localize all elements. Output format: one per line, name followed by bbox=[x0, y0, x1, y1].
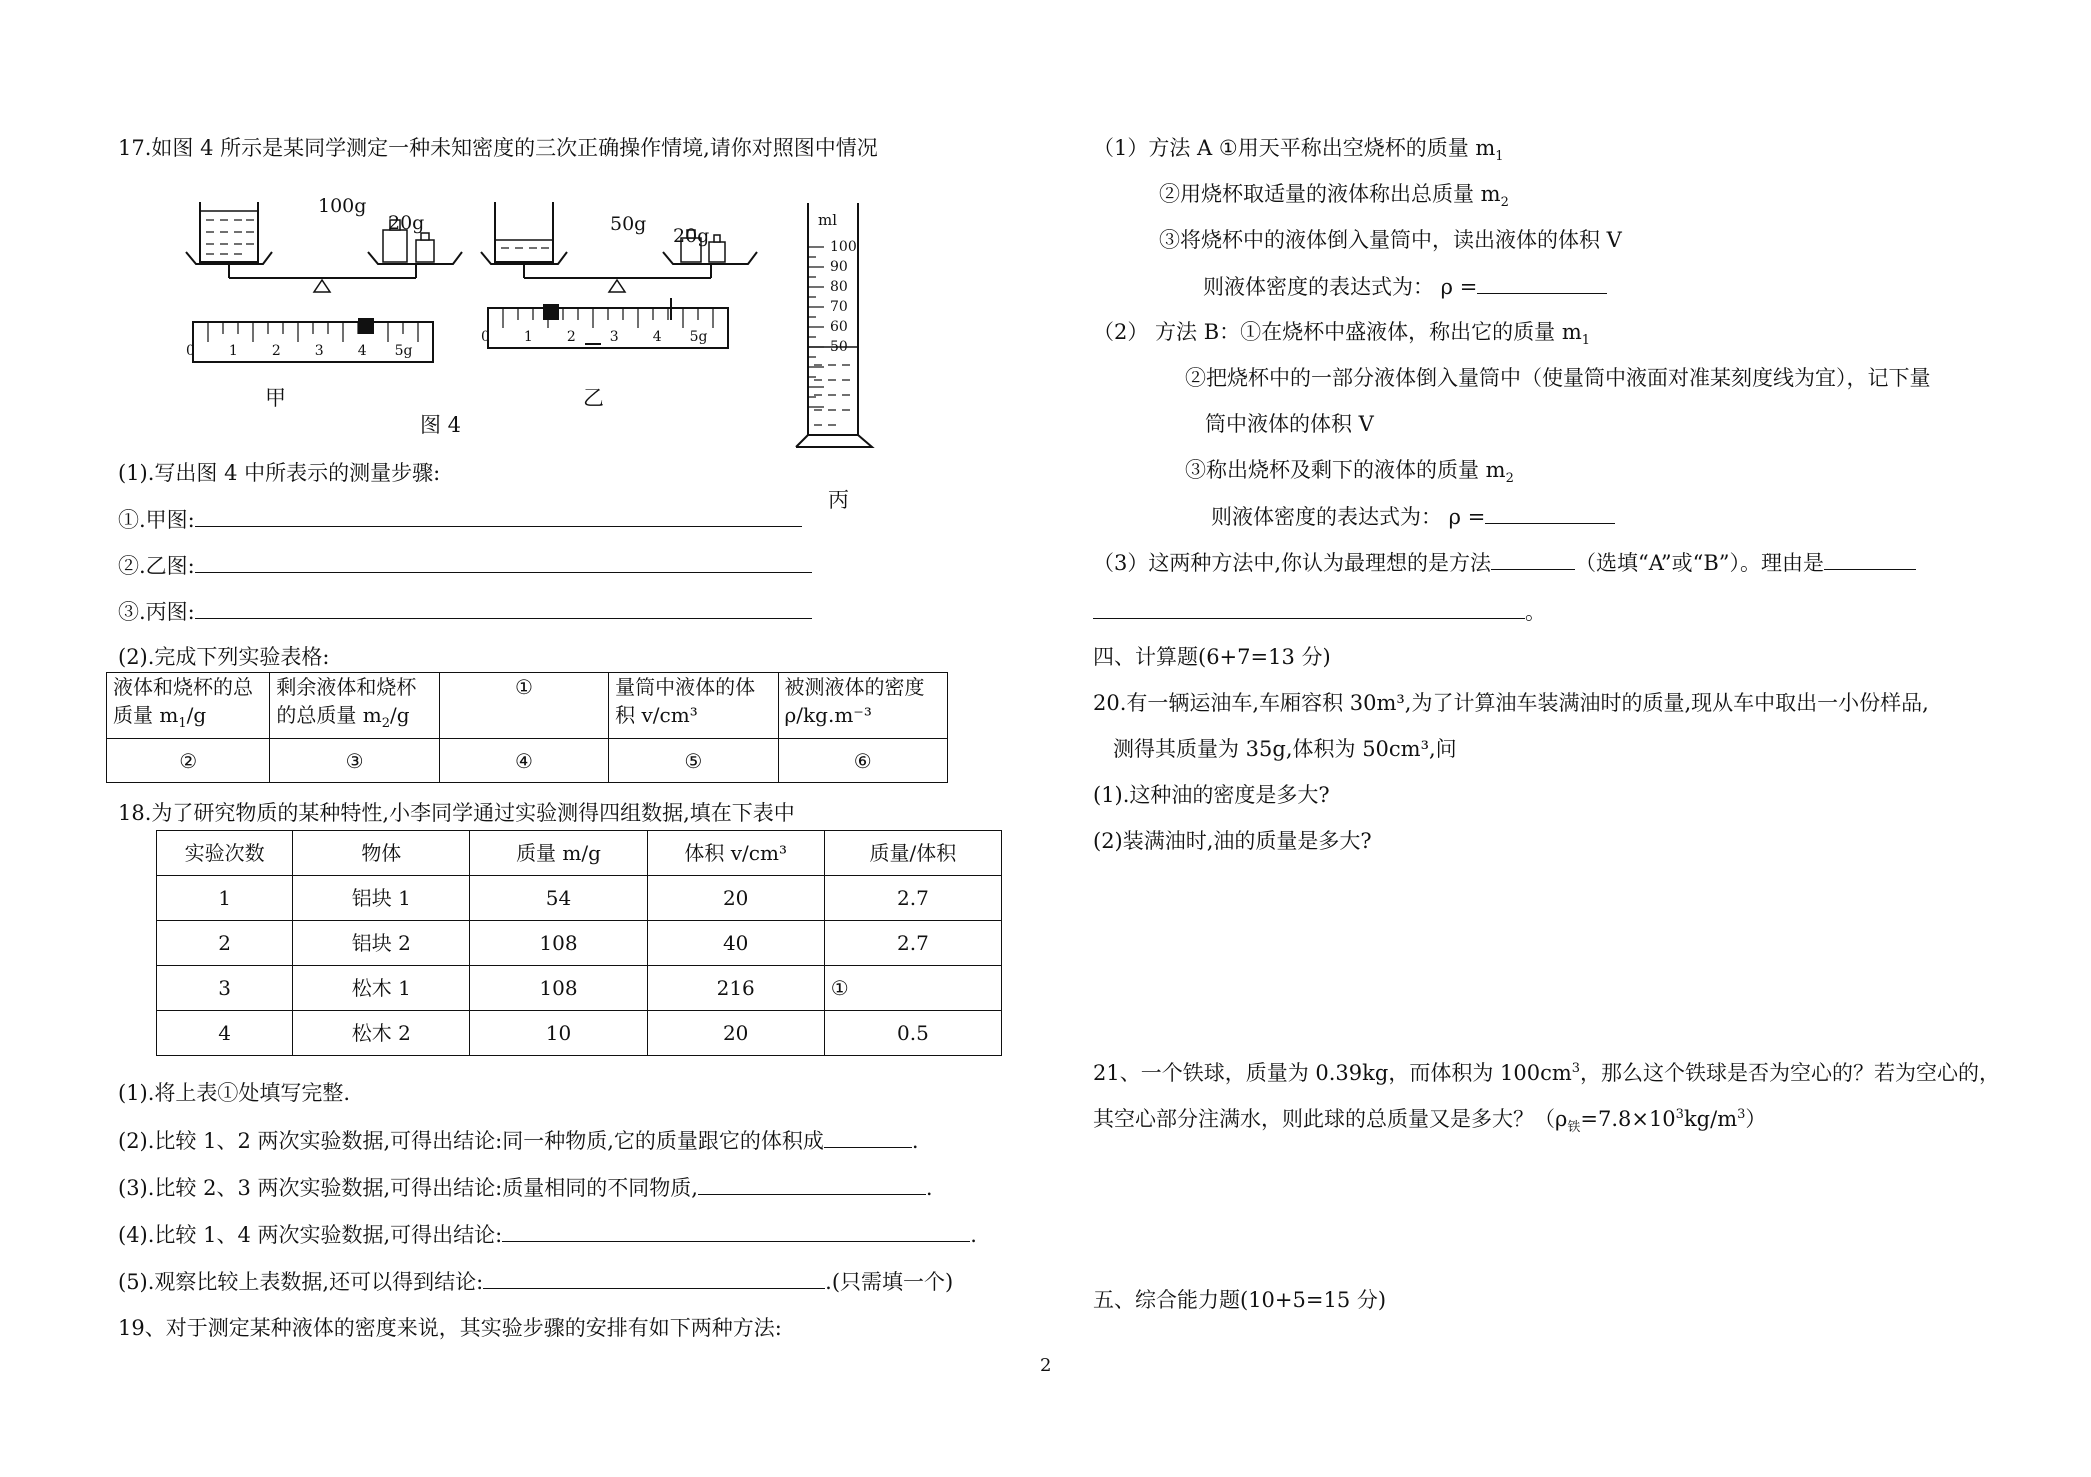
q19-b2b: 筒中液体的体积 V bbox=[1205, 412, 1374, 436]
q19-b2: ②把烧杯中的一部分液体倒入量筒中（使量筒中液面对准某刻度线为宜），记下量 bbox=[1185, 366, 1931, 390]
table-cell[interactable]: ④ bbox=[439, 739, 608, 783]
answer-blank[interactable] bbox=[1477, 273, 1607, 294]
table-cell[interactable]: ③ bbox=[270, 739, 439, 783]
q17-sub1: (1).写出图 4 中所表示的测量步骤: bbox=[118, 461, 441, 485]
q19-b3: ③称出烧杯及剩下的液体的质量 $m_2$ bbox=[1185, 458, 1514, 487]
answer-blank[interactable] bbox=[1491, 549, 1575, 570]
table-header: 物体 bbox=[293, 831, 470, 876]
ruler-labels-jia: 0 1 2 3 4 5g bbox=[186, 343, 413, 359]
q19-a1: （1）方法 A ①用天平称出空烧杯的质量 $m_1$ bbox=[1093, 136, 1504, 165]
table-cell: 216 bbox=[647, 966, 824, 1011]
q18-stem: 18.为了研究物质的某种特性,小李同学通过实验测得四组数据,填在下表中 bbox=[118, 801, 795, 825]
table-header: 质量 m/g bbox=[470, 831, 647, 876]
answer-blank[interactable] bbox=[195, 506, 802, 527]
answer-blank[interactable] bbox=[1824, 549, 1916, 570]
experiment-table bbox=[106, 672, 948, 783]
q19-a4: 则液体密度的表达式为： ρ = bbox=[1203, 273, 1607, 300]
weight-20g-yi: 20g bbox=[673, 225, 710, 247]
section-5-title: 五、综合能力题(10+5=15 分) bbox=[1093, 1288, 1387, 1312]
ruler-labels-yi: 0 1 2 3 4 5g bbox=[481, 329, 708, 345]
caption-jia: 甲 bbox=[265, 386, 286, 410]
table-header: ① bbox=[439, 673, 608, 739]
q18-s2: (2).比较 1、2 两次实验数据,可得出结论:同一种物质,它的质量跟它的体积成 . bbox=[118, 1129, 919, 1153]
table-cell: 54 bbox=[470, 876, 647, 921]
q19-c1: （3）这两种方法中,你认为最理想的是方法 （选填“A”或“B”）。理由是 bbox=[1093, 549, 1916, 576]
figure-caption: 图 4 bbox=[420, 413, 462, 437]
table-cell: 松木 1 bbox=[293, 966, 470, 1011]
cylinder-ticks: 100 90 80 70 60 50 bbox=[830, 239, 857, 355]
answer-blank[interactable] bbox=[1485, 503, 1615, 524]
weight-20g: 20g bbox=[388, 212, 425, 234]
answer-blank[interactable] bbox=[195, 598, 812, 619]
caption-bing: 丙 bbox=[828, 488, 849, 512]
table-header: 量筒中液体的体 积 v/cm³ bbox=[609, 673, 778, 739]
table-cell: 3 bbox=[157, 966, 293, 1011]
table-header: 被测液体的密度 ρ/kg.m⁻³ bbox=[778, 673, 947, 739]
q17-step1: ①.甲图: bbox=[118, 506, 802, 533]
table-cell: 铝块 2 bbox=[293, 921, 470, 966]
data-table bbox=[156, 830, 1002, 1056]
table-cell[interactable]: ⑥ bbox=[778, 739, 947, 783]
section-4-title: 四、计算题(6+7=13 分) bbox=[1093, 645, 1331, 669]
table-cell[interactable]: ② bbox=[107, 739, 270, 783]
table-header: 液体和烧杯的总 质量 $m_1/g$ bbox=[107, 673, 270, 739]
q17-step2: ②.乙图: bbox=[118, 552, 812, 579]
table-header: 剩余液体和烧杯 的总质量 $m_2/g$ bbox=[270, 673, 439, 739]
table-row bbox=[157, 876, 1002, 921]
q20-l2: 测得其质量为 35g,体积为 50cm³,问 bbox=[1113, 737, 1457, 761]
table-cell: 1 bbox=[157, 876, 293, 921]
q19-stem: 19、对于测定某种液体的密度来说，其实验步骤的安排有如下两种方法: bbox=[118, 1316, 782, 1340]
caption-yi: 乙 bbox=[583, 386, 604, 410]
q20-l1: 20.有一辆运油车,车厢容积 30m³,为了计算油车装满油时的质量,现从车中取出一小份样品, bbox=[1093, 691, 1929, 715]
q19-c2: 。 bbox=[1093, 598, 1546, 625]
table-row bbox=[157, 966, 1002, 1011]
answer-blank[interactable] bbox=[698, 1174, 926, 1195]
q20-s2: (2)装满油时,油的质量是多大? bbox=[1093, 829, 1372, 853]
table-header: 质量/体积 bbox=[824, 831, 1001, 876]
q17-stem: 17.如图 4 所示是某同学测定一种未知密度的三次正确操作情境,请你对照图中情况 bbox=[118, 136, 878, 160]
table-cell: 2.7 bbox=[824, 921, 1001, 966]
table-cell[interactable]: ⑤ bbox=[609, 739, 778, 783]
q21-l1: 21、一个铁球，质量为 0.39kg，而体积为 $100cm^3$，那么这个铁球是否为空心的？若为空心的， bbox=[1093, 1061, 2001, 1085]
q17-step3: ③.丙图: bbox=[118, 598, 812, 625]
q19-b1: （2） 方法 B：①在烧杯中盛液体，称出它的质量 $m_1$ bbox=[1093, 320, 1591, 349]
table-cell: 108 bbox=[470, 921, 647, 966]
page-number: 2 bbox=[1040, 1355, 1052, 1376]
q17-sub2: (2).完成下列实验表格: bbox=[118, 645, 330, 669]
table-cell: 2 bbox=[157, 921, 293, 966]
answer-blank[interactable] bbox=[824, 1127, 912, 1148]
q18-s1: (1).将上表①处填写完整. bbox=[118, 1081, 351, 1105]
table-cell: 20 bbox=[647, 876, 824, 921]
q18-s4: (4).比较 1、4 两次实验数据,可得出结论: . bbox=[118, 1223, 977, 1247]
weight-50g: 50g bbox=[610, 213, 647, 235]
table-cell[interactable]: ① bbox=[824, 966, 1001, 1011]
answer-blank[interactable] bbox=[1093, 598, 1525, 619]
table-cell: 0.5 bbox=[824, 1011, 1001, 1056]
table-header: 实验次数 bbox=[157, 831, 293, 876]
answer-blank[interactable] bbox=[483, 1268, 825, 1289]
answer-blank[interactable] bbox=[502, 1221, 970, 1242]
table-row bbox=[157, 921, 1002, 966]
cylinder-unit: ml bbox=[818, 211, 838, 229]
weight-100g: 100g bbox=[318, 195, 367, 217]
table-cell: 40 bbox=[647, 921, 824, 966]
table-cell: 4 bbox=[157, 1011, 293, 1056]
q18-s3: (3).比较 2、3 两次实验数据,可得出结论:质量相同的不同物质, . bbox=[118, 1176, 933, 1200]
q21-l2: 其空心部分注满水，则此球的总质量又是多大？$(\rho_铁=7.8\times 10^3kg/m^3)$ bbox=[1093, 1107, 1767, 1136]
answer-blank[interactable] bbox=[195, 552, 812, 573]
table-cell: 2.7 bbox=[824, 876, 1001, 921]
q19-a2: ②用烧杯取适量的液体称出总质量 $m_2$ bbox=[1159, 182, 1509, 211]
table-row bbox=[157, 1011, 1002, 1056]
table-cell: 松木 2 bbox=[293, 1011, 470, 1056]
table-cell: 108 bbox=[470, 966, 647, 1011]
table-cell: 20 bbox=[647, 1011, 824, 1056]
q18-s5: (5).观察比较上表数据,还可以得到结论: .(只需填一个) bbox=[118, 1270, 954, 1294]
table-cell: 铝块 1 bbox=[293, 876, 470, 921]
q19-a3: ③将烧杯中的液体倒入量筒中，读出液体的体积 V bbox=[1159, 228, 1622, 252]
table-header: 体积 v/cm³ bbox=[647, 831, 824, 876]
table-cell: 10 bbox=[470, 1011, 647, 1056]
q19-b4: 则液体密度的表达式为： ρ = bbox=[1211, 503, 1615, 530]
q20-s1: (1).这种油的密度是多大? bbox=[1093, 783, 1330, 807]
